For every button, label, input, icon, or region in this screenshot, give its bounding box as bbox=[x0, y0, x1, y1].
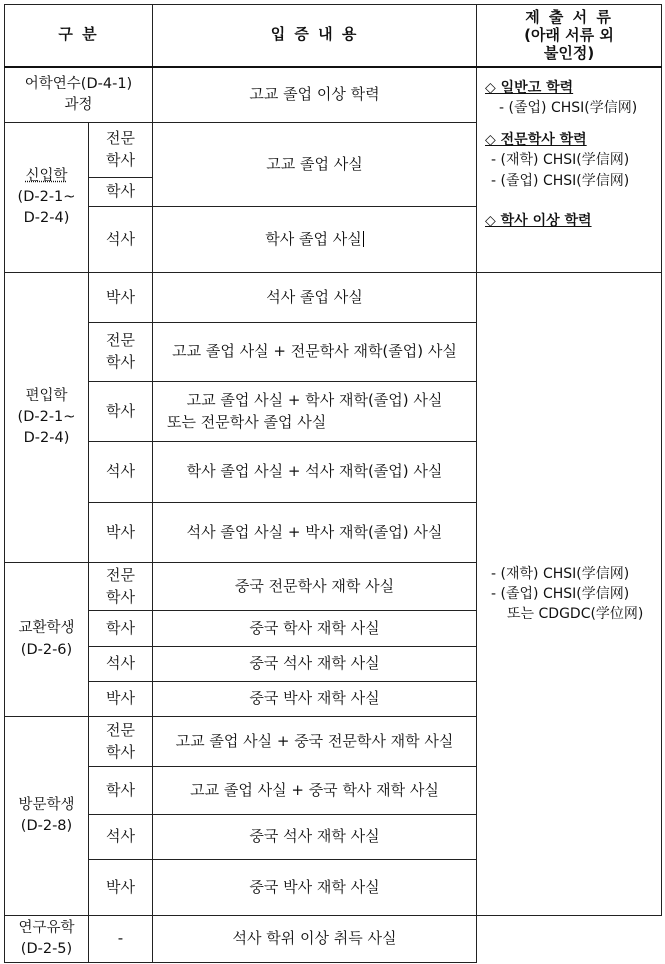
doc-item: - (졸업) CHSI(学信网) bbox=[499, 99, 638, 116]
sub-category: 석사 bbox=[89, 815, 153, 860]
category-line: 편입학 bbox=[25, 387, 68, 404]
requirements-table bbox=[4, 4, 662, 963]
sub-category: 박사 bbox=[89, 682, 153, 717]
sub-line: 학사 bbox=[106, 742, 135, 761]
sub-category bbox=[89, 563, 153, 611]
sub-line: 전문 bbox=[106, 565, 135, 584]
documents-upper bbox=[477, 67, 662, 273]
sub-line: 학사 bbox=[106, 353, 135, 371]
category-line: 연구유학 bbox=[18, 919, 75, 936]
category-line: 과정 bbox=[64, 96, 93, 113]
sub-category: 석사 bbox=[89, 647, 153, 682]
doc-section-title: ◇ 일반고 학력 bbox=[485, 79, 574, 96]
doc-item: - (재학) CHSI(学信网) bbox=[491, 152, 630, 169]
category-transfer bbox=[5, 273, 89, 563]
content-cell: 고교 졸업 사실 + 중국 학사 재학 사실 bbox=[153, 767, 477, 815]
sub-category: 학사 bbox=[89, 178, 153, 207]
content-cell: 석사 졸업 사실 bbox=[153, 273, 477, 323]
content-cell: 중국 박사 재학 사실 bbox=[153, 860, 477, 916]
category-line: 신입학 bbox=[25, 167, 68, 184]
sub-category: 석사 bbox=[89, 207, 153, 273]
category-language bbox=[5, 67, 153, 123]
table-row bbox=[5, 916, 662, 963]
sub-line: 학사 bbox=[106, 151, 135, 169]
category-line: (D-2-1~ bbox=[17, 188, 76, 205]
content-cell: 중국 박사 재학 사실 bbox=[153, 682, 477, 717]
content-cell: 고교 졸업 사실 + 중국 전문학사 재학 사실 bbox=[153, 717, 477, 767]
sub-category: 박사 bbox=[89, 860, 153, 916]
sub-line: 전문 bbox=[106, 720, 135, 739]
header-documents bbox=[477, 5, 662, 67]
content-cell: 학사 졸업 사실 + 석사 재학(졸업) 사실 bbox=[153, 442, 477, 503]
category-research bbox=[5, 916, 89, 963]
content-cell: 중국 석사 재학 사실 bbox=[153, 815, 477, 860]
doc-item: - (졸업) CHSI(学信网) bbox=[491, 172, 630, 189]
content-text: 학사 졸업 사실 bbox=[265, 229, 362, 248]
sub-line: 전문 bbox=[106, 129, 135, 148]
category-line: D-2-4) bbox=[23, 430, 70, 446]
header-evidence: 입 증 내 용 bbox=[153, 5, 477, 67]
category-freshman bbox=[5, 123, 89, 273]
category-line: (D-2-6) bbox=[20, 641, 73, 658]
header-category: 구 분 bbox=[5, 5, 153, 67]
header-documents-line3: 불인정) bbox=[543, 44, 595, 63]
sub-category: 학사 bbox=[89, 767, 153, 815]
category-exchange bbox=[5, 563, 89, 717]
header-row bbox=[5, 5, 662, 67]
sub-line: 전문 bbox=[106, 331, 135, 350]
category-line: 방문학생 bbox=[18, 796, 75, 813]
table-row bbox=[5, 67, 662, 123]
sub-category bbox=[89, 123, 153, 178]
content-cell: 중국 학사 재학 사실 bbox=[153, 611, 477, 647]
text-cursor bbox=[363, 231, 364, 247]
table-row bbox=[5, 273, 662, 323]
content-cell: 중국 전문학사 재학 사실 bbox=[153, 563, 477, 611]
sub-category bbox=[89, 323, 153, 382]
doc-item: 또는 CDGDC(学位网) bbox=[507, 606, 644, 623]
content-cell: 고교 졸업 이상 학력 bbox=[153, 67, 477, 123]
content-cell: 석사 학위 이상 취득 사실 bbox=[153, 916, 477, 963]
header-documents-line2: (아래 서류 외 bbox=[524, 26, 614, 45]
content-cell: 고교 졸업 사실 + 전문학사 재학(졸업) 사실 bbox=[153, 323, 477, 382]
category-line: 교환학생 bbox=[18, 620, 75, 637]
sub-category: 학사 bbox=[89, 611, 153, 647]
content-cell bbox=[153, 207, 477, 273]
content-cell: 고교 졸업 사실 bbox=[153, 123, 477, 207]
content-line: 고교 졸업 사실 + 학사 재학(졸업) 사실 bbox=[186, 390, 443, 409]
doc-section-title: ◇ 학사 이상 학력 bbox=[485, 212, 592, 229]
category-visiting bbox=[5, 717, 89, 916]
doc-item: - (졸업) CHSI(学信网) bbox=[491, 585, 630, 602]
doc-item: - (재학) CHSI(学信网) bbox=[491, 565, 630, 582]
sub-category: 석사 bbox=[89, 442, 153, 503]
content-line: 또는 전문학사 졸업 사실 bbox=[167, 412, 327, 431]
sub-line: 학사 bbox=[106, 587, 135, 606]
category-line: 어학연수(D-4-1) bbox=[24, 75, 133, 92]
sub-category: - bbox=[89, 916, 153, 963]
content-cell: 석사 졸업 사실 + 박사 재학(졸업) 사실 bbox=[153, 503, 477, 563]
category-line: (D-2-1~ bbox=[17, 408, 76, 425]
documents-lower bbox=[477, 273, 662, 916]
header-documents-line1: 제 출 서 류 bbox=[525, 8, 613, 27]
sub-category: 학사 bbox=[89, 382, 153, 442]
sub-category: 박사 bbox=[89, 273, 153, 323]
content-cell bbox=[153, 382, 477, 442]
sub-category: 박사 bbox=[89, 503, 153, 563]
content-cell: 중국 석사 재학 사실 bbox=[153, 647, 477, 682]
doc-section-title: ◇ 전문학사 학력 bbox=[485, 132, 587, 149]
category-line: D-2-4) bbox=[23, 210, 70, 226]
category-line: (D-2-5) bbox=[20, 941, 73, 957]
category-line: (D-2-8) bbox=[20, 818, 73, 834]
sub-category bbox=[89, 717, 153, 767]
